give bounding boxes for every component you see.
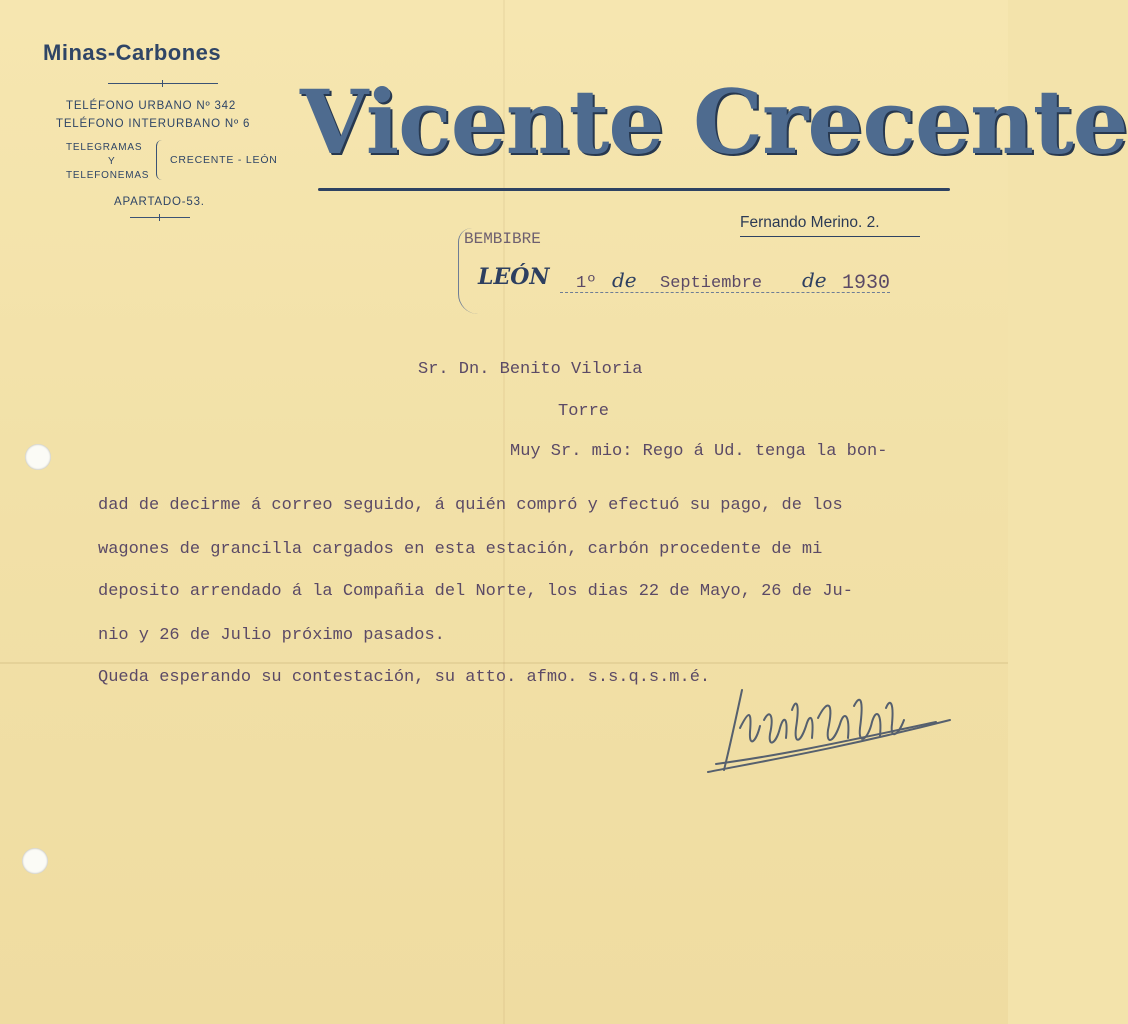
street-underline (740, 236, 920, 237)
title-underline (318, 188, 950, 191)
date-month: Septiembre (660, 274, 763, 293)
divider-top (108, 83, 218, 84)
recipient-place: Torre (558, 402, 610, 421)
body-line-2: dad de decirme á correo seguido, á quién compró y efectuó su pago, de los (98, 496, 843, 515)
company-trade: Minas-Carbones (43, 40, 222, 65)
divider-tick (162, 80, 163, 87)
divider-tick-bottom (159, 214, 160, 221)
closing-line: Queda esperando su contestación, su atto. afmo. s.s.q.s.m.é. (98, 668, 711, 687)
phone-urban: TELÉFONO URBANO Nº 342 (66, 100, 237, 112)
body-line-1: Muy Sr. mio: Rego á Ud. tenga la bon- (510, 442, 888, 461)
phone-interurban: TELÉFONO INTERURBANO Nº 6 (56, 118, 251, 130)
brace-icon (156, 140, 164, 180)
typed-town: BEMBIBRE (464, 230, 541, 248)
body-line-5: nio y 26 de Julio próximo pasados. (98, 626, 445, 645)
po-box: APARTADO-53. (114, 196, 205, 208)
recipient-name: Sr. Dn. Benito Viloria (418, 360, 643, 379)
date-de-1: de (612, 268, 637, 292)
telegram-label-2: Y (108, 156, 116, 167)
printed-city: LEÓN (478, 264, 550, 290)
date-day: 1º (576, 274, 597, 293)
letterhead-street: Fernando Merino. 2. (740, 214, 880, 231)
telegram-label-3: TELEFONEMAS (66, 170, 150, 181)
telegram-label-1: TELEGRAMAS (66, 142, 143, 153)
date-year: 1930 (842, 272, 891, 295)
date-de-2: de (802, 268, 827, 292)
punch-hole-bottom (22, 848, 48, 874)
letterhead-name: Vicente Crecente (300, 70, 1128, 174)
handwritten-signature (700, 668, 960, 788)
body-line-3: wagones de grancilla cargados en esta estación, carbón procedente de mi (98, 540, 823, 559)
body-line-4: deposito arrendado á la Compañia del Norte, los dias 22 de Mayo, 26 de Ju- (98, 582, 853, 601)
divider-bottom (130, 217, 190, 218)
telegram-address: CRECENTE - LEÓN (170, 154, 278, 166)
punch-hole-top (25, 444, 51, 470)
